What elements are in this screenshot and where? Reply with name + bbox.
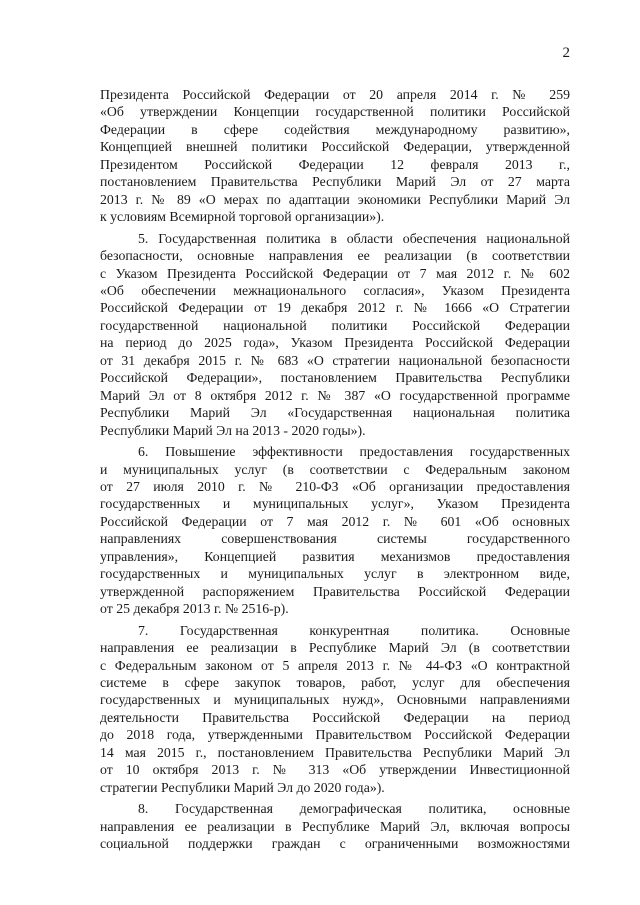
text-line: безопасности, основные направления ее реализации (в соответствии	[100, 248, 570, 264]
paragraph-1	[100, 86, 570, 226]
text-line: Президента Российской Федерации от 20 апреля 2014 г. № 259	[100, 87, 570, 102]
paragraph-2	[100, 230, 570, 439]
text-line: управления», Концепцией развития механизмов предоставления	[100, 548, 570, 564]
text-line: направления ее реализации в Республике Марий Эл, включая вопросы	[100, 818, 570, 834]
text-line: и муниципальных услуг (в соответствии с Федеральным законом	[100, 461, 570, 477]
text-line: Президентом Российской Федерации 12 февраля 2013 г.,	[100, 156, 570, 172]
text-line: 6. Повышение эффективности предоставления государственных	[138, 444, 570, 460]
paragraph-5	[100, 800, 570, 852]
text-line: Республики Марий Эл на 2013 - 2020 годы»).	[100, 422, 366, 438]
text-line: государственных и муниципальных нужд», Основными направлениями	[100, 692, 570, 708]
text-line: утвержденной распоряжением Правительства Российской Федерации	[100, 583, 570, 599]
text-line: направления ее реализации в Республике Марий Эл (в соответствии	[100, 640, 570, 656]
text-line: социальной поддержки граждан с ограниченными возможностями	[100, 836, 570, 852]
text-line: Российской Федерации», постановлением Правительства Республики	[100, 370, 570, 386]
text-line: на период до 2025 года», Указом Президента Российской Федерации	[100, 335, 570, 351]
page-number: 2	[562, 45, 570, 61]
text-line: государственных и муниципальных услуг», Указом Президента	[100, 496, 570, 512]
text-line: с Федеральным законом от 5 апреля 2013 г. № 44-ФЗ «О контрактной	[100, 657, 570, 673]
text-line: от 25 декабря 2013 г. № 2516-р).	[100, 601, 289, 617]
text-line: к условиям Всемирной торговой организации»).	[100, 209, 385, 225]
text-line: государственной национальной политики Российской Федерации	[100, 317, 570, 333]
paragraph-4	[100, 622, 570, 797]
text-line: Российской Федерации от 7 мая 2012 г. № 601 «Об основных	[100, 513, 570, 529]
text-line: деятельности Правительства Российской Федерации на период	[100, 709, 570, 725]
text-line: от 27 июля 2010 г. № 210-ФЗ «Об организации предоставления	[100, 478, 570, 494]
text-line: до 2018 года, утвержденными Правительством Российской Федерации	[100, 727, 570, 743]
text-line: стратегии Республики Марий Эл до 2020 года»).	[100, 779, 385, 795]
text-line: Федерации в сфере содействия международному развитию»,	[100, 121, 570, 137]
text-line: направлениях совершенствования системы государственного	[100, 531, 570, 547]
text-line: системе в сфере закупок товаров, работ, услуг для обеспечения	[100, 674, 570, 690]
text-line: с Указом Президента Российской Федерации от 7 мая 2012 г. № 602	[100, 265, 570, 281]
text-line: Российской Федерации от 19 декабря 2012 г. № 1666 «О Стратегии	[100, 300, 570, 316]
paragraph-3	[100, 443, 570, 618]
text-line: «Об утверждении Концепции государственной политики Российской	[100, 104, 570, 120]
text-line: 8. Государственная демографическая политика, основные	[138, 801, 570, 817]
document-body	[100, 86, 570, 856]
text-line: Марий Эл от 8 октября 2012 г. № 387 «О государственной программе	[100, 387, 570, 403]
text-line: 7. Государственная конкурентная политика. Основные	[138, 622, 570, 638]
text-line: 14 мая 2015 г., постановлением Правительства Республики Марий Эл	[100, 744, 570, 760]
text-line: Концепцией внешней политики Российской Федерации, утвержденной	[100, 139, 570, 155]
text-line: «Об обеспечении межнационального согласия», Указом Президента	[100, 282, 570, 298]
text-line: Республики Марий Эл «Государственная национальная политика	[100, 405, 570, 421]
text-line: 5. Государственная политика в области обеспечения национальной	[138, 230, 570, 246]
text-line: 2013 г. № 89 «О мерах по адаптации экономики Республики Марий Эл	[100, 191, 570, 207]
text-line: от 10 октября 2013 г. № 313 «Об утверждении Инвестиционной	[100, 762, 570, 778]
text-line: постановлением Правительства Республики Марий Эл от 27 марта	[100, 174, 570, 190]
text-line: от 31 декабря 2015 г. № 683 «О стратегии национальной безопасности	[100, 352, 570, 368]
text-line: государственных и муниципальных услуг в электронном виде,	[100, 566, 570, 582]
